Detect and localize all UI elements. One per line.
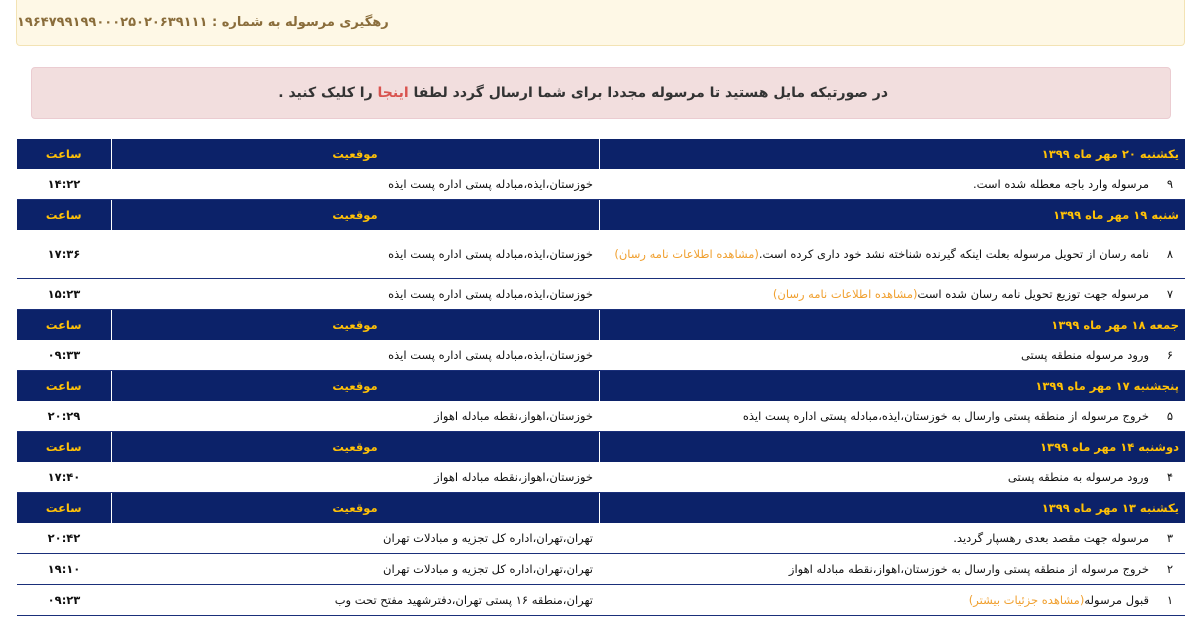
event-cell [599,462,1155,493]
event-time: ۰۹:۲۳ [17,585,111,616]
event-description: مرسوله جهت توزیع تحویل نامه رسان شده است [917,287,1149,301]
event-number: ۴ [1155,462,1185,493]
time-column-header: ساعت [17,371,111,402]
day-header-row [17,310,1185,341]
event-number: ۹ [1155,169,1185,200]
event-details-link[interactable]: (مشاهده جزئیات بیشتر) [968,593,1085,607]
event-time: ۱۷:۳۶ [17,230,111,279]
resend-link[interactable]: اینجا [377,85,409,101]
event-cell [599,585,1155,616]
day-header-row [17,139,1185,169]
location-column-header: موقعیت [111,493,599,524]
event-description: خروج مرسوله از منطقه پستی وارسال به خوزستان،اهواز،نقطه مبادله اهواز [788,562,1149,576]
day-date: یکشنبه ۱۳ مهر ماه ۱۳۹۹ [599,493,1185,524]
day-date: دوشنبه ۱۴ مهر ماه ۱۳۹۹ [599,432,1185,463]
event-description: مرسوله جهت مقصد بعدی رهسپار گردید. [953,531,1149,545]
event-location: تهران،منطقه ۱۶ پستی تهران،دفترشهید مفتح تحت وب [111,585,599,616]
event-time: ۱۹:۱۰ [17,554,111,585]
event-number: ۳ [1155,523,1185,554]
time-column-header: ساعت [17,200,111,231]
location-column-header: موقعیت [111,432,599,463]
event-location: خوزستان،اهواز،نقطه مبادله اهواز [111,401,599,432]
time-column-header: ساعت [17,432,111,463]
event-number: ۱ [1155,585,1185,616]
event-cell [599,230,1155,279]
location-column-header: موقعیت [111,200,599,231]
alert-text-after: را کلیک کنید . [278,85,378,101]
resend-alert [31,67,1171,119]
location-column-header: موقعیت [111,310,599,341]
event-cell [599,340,1155,371]
event-location: خوزستان،ایذه،مبادله پستی اداره پست ایذه [111,169,599,200]
event-description: خروج مرسوله از منطقه پستی وارسال به خوزستان،ایذه،مبادله پستی اداره پست ایذه [742,409,1149,423]
day-header-row [17,371,1185,402]
event-time: ۱۴:۲۲ [17,169,111,200]
event-cell [599,554,1155,585]
event-number: ۶ [1155,340,1185,371]
event-location: خوزستان،ایذه،مبادله پستی اداره پست ایذه [111,340,599,371]
tracking-header [16,0,1185,46]
event-location: خوزستان،ایذه،مبادله پستی اداره پست ایذه [111,230,599,279]
time-column-header: ساعت [17,493,111,524]
event-time: ۱۷:۴۰ [17,462,111,493]
day-date: یکشنبه ۲۰ مهر ماه ۱۳۹۹ [599,139,1185,169]
event-description: نامه رسان از تحویل مرسوله بعلت اینکه گیرنده شناخته نشد خود داری کرده است. [758,247,1149,261]
event-number: ۲ [1155,554,1185,585]
location-column-header: موقعیت [111,139,599,169]
event-location: خوزستان،ایذه،مبادله پستی اداره پست ایذه [111,279,599,310]
day-date: جمعه ۱۸ مهر ماه ۱۳۹۹ [599,310,1185,341]
event-details-link[interactable]: (مشاهده اطلاعات نامه رسان) [614,247,759,261]
event-time: ۱۵:۲۳ [17,279,111,310]
event-time: ۰۹:۳۳ [17,340,111,371]
event-location: تهران،تهران،اداره کل تجزیه و مبادلات تهران [111,523,599,554]
table-row [17,523,1185,554]
tracking-table [17,139,1185,616]
table-row [17,279,1185,310]
table-row [17,340,1185,371]
day-header-row [17,432,1185,463]
event-description: قبول مرسوله [1084,593,1149,607]
day-date: پنجشنبه ۱۷ مهر ماه ۱۳۹۹ [599,371,1185,402]
event-cell [599,401,1155,432]
event-description: ورود مرسوله به منطقه پستی [1007,470,1149,484]
day-date: شنبه ۱۹ مهر ماه ۱۳۹۹ [599,200,1185,231]
event-description: مرسوله وارد باجه معطله شده است. [972,177,1149,191]
location-column-header: موقعیت [111,371,599,402]
tracking-title: رهگیری مرسوله به شماره : ۱۹۶۴۷۹۹۱۹۹۰۰۰۲۵۰۲۰۶۳۹۱۱۱ [17,15,389,30]
table-row [17,462,1185,493]
time-column-header: ساعت [17,139,111,169]
event-number: ۷ [1155,279,1185,310]
event-cell [599,279,1155,310]
event-description: ورود مرسوله منطقه پستی [1020,348,1149,362]
event-time: ۲۰:۴۲ [17,523,111,554]
table-row [17,169,1185,200]
event-location: خوزستان،اهواز،نقطه مبادله اهواز [111,462,599,493]
event-details-link[interactable]: (مشاهده اطلاعات نامه رسان) [772,287,918,301]
event-cell [599,523,1155,554]
table-row [17,401,1185,432]
day-header-row [17,493,1185,524]
event-location: تهران،تهران،اداره کل تجزیه و مبادلات تهران [111,554,599,585]
event-time: ۲۰:۲۹ [17,401,111,432]
event-number: ۸ [1155,230,1185,279]
day-header-row [17,200,1185,231]
alert-text [278,85,888,101]
table-row [17,230,1185,279]
table-row [17,554,1185,585]
time-column-header: ساعت [17,310,111,341]
event-cell [599,169,1155,200]
event-number: ۵ [1155,401,1185,432]
table-row [17,585,1185,616]
alert-text-before: در صورتیکه مایل هستید تا مرسوله مجددا برای شما ارسال گردد لطفا [408,85,888,101]
